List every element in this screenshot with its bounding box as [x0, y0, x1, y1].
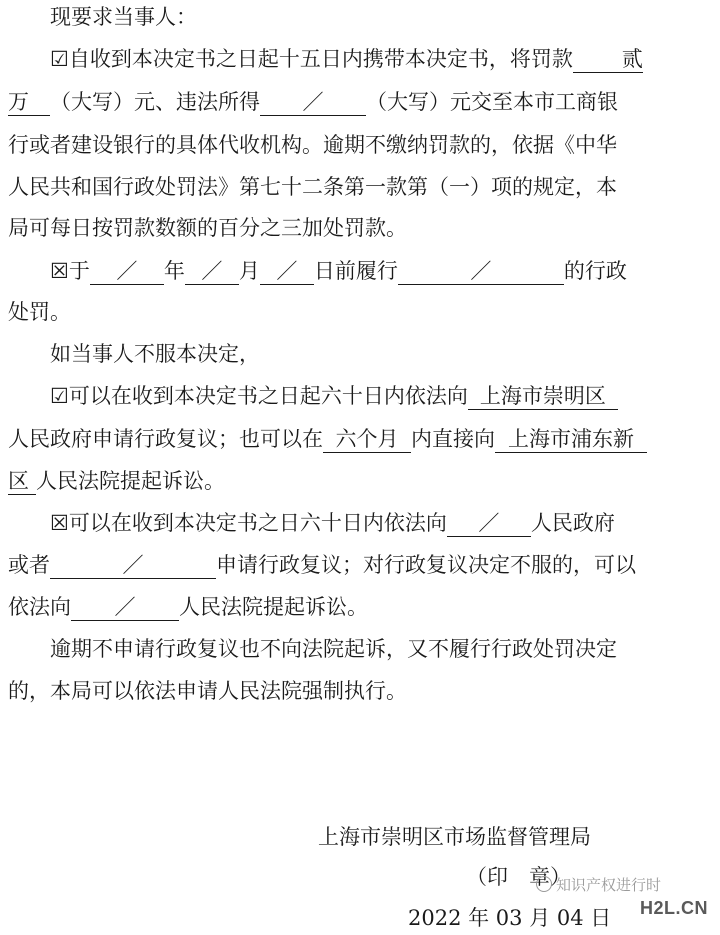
- appeal-alt-line-3: [8, 592, 368, 622]
- deadline-clause-line-1: [50, 256, 627, 286]
- appeal-text-2: 人民政府申请行政复议；也可以在: [8, 427, 323, 451]
- fine-clause-text-5: 人民共和国行政处罚法》第七十二条第一款第（一）项的规定，本: [8, 175, 617, 199]
- year-field: ／: [90, 258, 164, 285]
- issuing-authority: 上海市崇明区市场监督管理局: [318, 825, 591, 849]
- watermark-account: [536, 874, 661, 895]
- fine-clause-text-3: （大写）元交至本市工商银: [366, 90, 618, 114]
- fine-clause-text-6: 局可每日按罚款数额的百分之三加处罚款。: [8, 216, 407, 240]
- fine-clause-line-1: [50, 44, 643, 74]
- alt-government-field: ／: [447, 510, 531, 537]
- lead-text: 现要求当事人：: [50, 5, 197, 29]
- review-government-field: 上海市崇明区: [468, 383, 618, 410]
- enforcement-text-2: 的，本局可以依法申请人民法院强制执行。: [8, 679, 407, 703]
- fine-amount-field-cont: [8, 89, 50, 116]
- seal-placeholder: （印 章）: [466, 865, 571, 889]
- watermark-site: H2L.CN: [640, 898, 709, 918]
- watermark-account-text: 知识产权进行时: [556, 877, 662, 894]
- objection-lead-line: [50, 339, 260, 369]
- appeal-clause-line-3: [8, 466, 225, 496]
- appeal-alt-text-4: 申请行政复议；对行政复议决定不服的，可以: [216, 553, 636, 577]
- lawsuit-period-field: 六个月: [323, 426, 411, 453]
- appeal-alt-text-6: 人民法院提起诉讼。: [179, 595, 368, 619]
- appeal-text-4: 人民法院提起诉讼。: [36, 469, 225, 493]
- penalty-field: ／: [398, 258, 564, 285]
- appeal-alt-line-1: [50, 508, 615, 538]
- fine-clause-line-4: [8, 172, 617, 202]
- appeal-text-3: 内直接向: [411, 427, 495, 451]
- fine-clause-text-4: 行或者建设银行的具体代收机构。逾期不缴纳罚款的，依据《中华: [8, 133, 617, 157]
- appeal-clause-line-2: [8, 424, 647, 454]
- lead-line: [50, 2, 197, 32]
- fine-clause-text-2: （大写）元、违法所得: [50, 90, 260, 114]
- court-field-cont: 区: [8, 468, 36, 495]
- checkbox-checked: ☑: [50, 384, 69, 408]
- appeal-text: 可以在收到本决定书之日起六十日内依法向: [68, 384, 468, 408]
- deadline-clause-line-2: [8, 297, 71, 327]
- enforcement-text: 逾期不申请行政复议也不向法院起诉，又不履行行政处罚决定: [50, 637, 617, 661]
- fine-clause-line-5: [8, 213, 407, 243]
- alt-agency-field: ／: [50, 552, 216, 579]
- fine-clause-text: 自收到本决定书之日起十五日内携带本决定书，将罚款: [68, 47, 573, 71]
- month-label: 月: [238, 259, 260, 283]
- issue-date: 2022 年 03 月 04 日: [408, 906, 612, 930]
- checkbox-checked: ☑: [50, 47, 69, 71]
- day-label: 日前履行: [313, 259, 398, 283]
- checkbox-crossed: ☒: [50, 259, 69, 283]
- month-field: ／: [185, 258, 239, 285]
- fine-amount-part-1: 贰: [621, 47, 643, 71]
- appeal-alt-text-3: 或者: [8, 553, 50, 577]
- appeal-alt-text: 可以在收到本决定书之日六十日内依法向: [68, 511, 447, 535]
- fine-clause-line-3: [8, 130, 617, 160]
- fine-amount-field: [573, 46, 643, 73]
- appeal-alt-text-2: 人民政府: [530, 511, 615, 535]
- alt-court-field: ／: [71, 594, 179, 621]
- fine-amount-part-2: 万: [8, 90, 29, 114]
- enforcement-line-1: [50, 634, 617, 664]
- court-field: 上海市浦东新: [495, 426, 647, 453]
- deadline-text: 于: [68, 259, 90, 283]
- year-label: 年: [163, 259, 185, 283]
- appeal-alt-line-2: [8, 550, 636, 580]
- appeal-alt-text-5: 依法向: [8, 595, 71, 619]
- enforcement-line-2: [8, 676, 407, 706]
- day-field: ／: [260, 258, 314, 285]
- wechat-icon: [536, 876, 552, 892]
- checkbox-crossed: ☒: [50, 511, 69, 535]
- appeal-clause-line-1: [50, 381, 618, 411]
- deadline-text-3: 处罚。: [8, 300, 71, 324]
- fine-clause-line-2: [8, 87, 618, 117]
- objection-lead-text: 如当事人不服本决定，: [50, 342, 260, 366]
- illegal-income-field: ／: [260, 89, 366, 116]
- deadline-text-2: 的行政: [563, 259, 627, 283]
